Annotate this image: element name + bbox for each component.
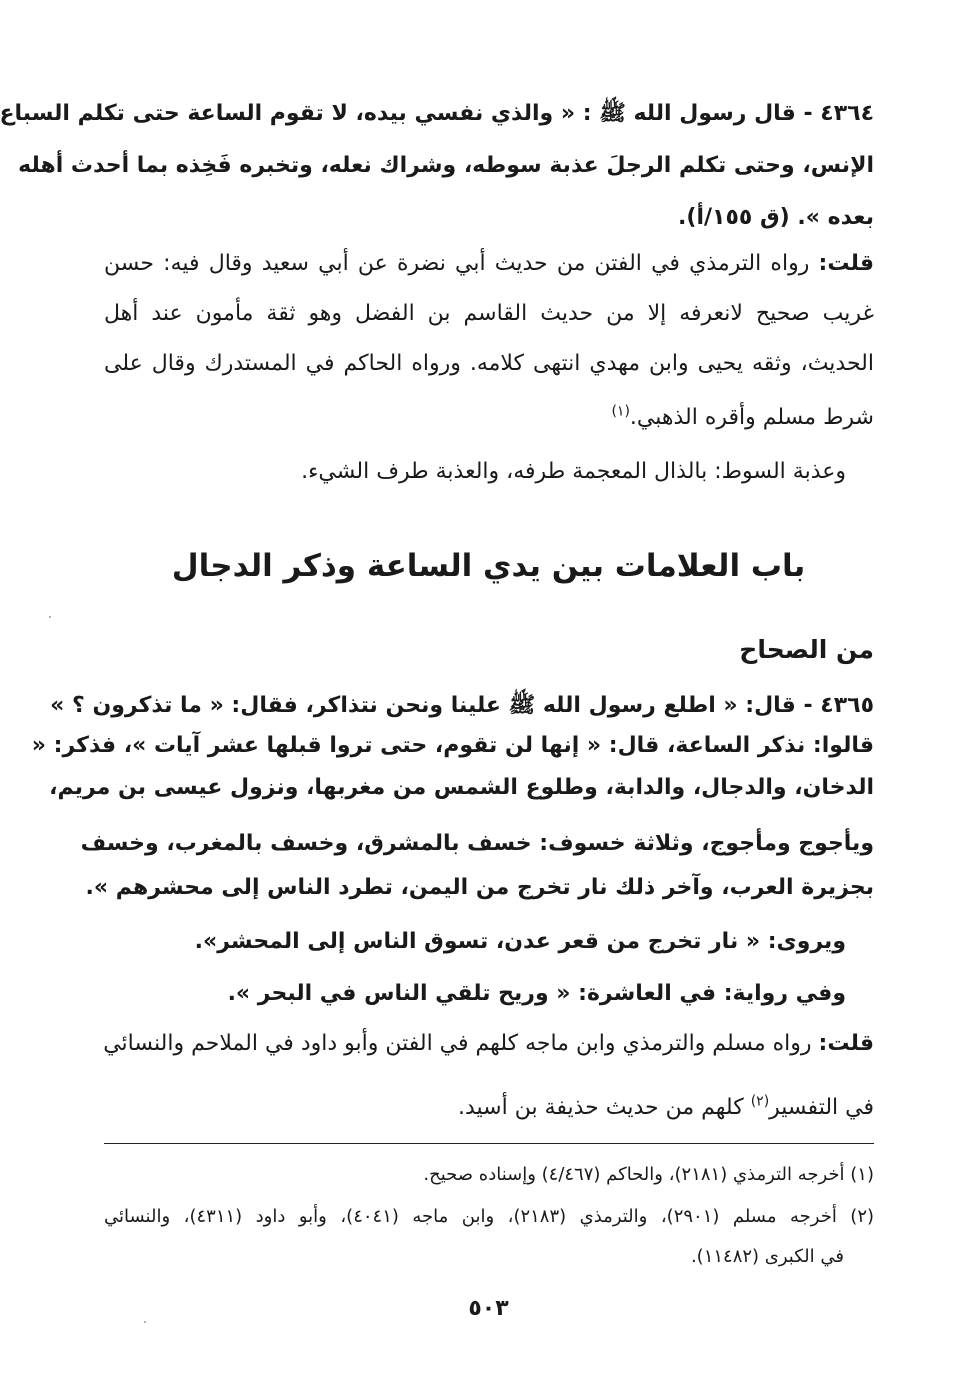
commentary-text: شرط مسلم وأقره الذهبي.	[629, 405, 874, 430]
commentary-text: كلهم من حديث حذيفة بن أسيد.	[457, 1095, 744, 1120]
hadith-4364-line-1: ٤٣٦٤ - قال رسول الله ﷺ : « والذي نفسي بيده، لا تقوم الساعة حتى تكلم السباع	[0, 101, 874, 126]
hadith-4365-line-5: بجزيرة العرب، وآخر ذلك نار تخرج من اليمن، تطرد الناس إلى محشرهم ».	[85, 875, 874, 900]
chapter-title: باب العلامات بين يدي الساعة وذكر الدجال	[171, 548, 806, 584]
scan-speck	[49, 616, 51, 618]
hadith-4365-line-1: ٤٣٦٥ - قال: « اطلع رسول الله ﷺ علينا ونحن نتذاكر، فقال: « ما تذكرون ؟ »	[50, 693, 874, 718]
footnote-ref-1[interactable]: (١)	[611, 403, 630, 420]
section-heading: من الصحاح	[739, 635, 874, 664]
commentary-4364-line-5: وعذبة السوط: بالذال المعجمة طرفه، والعذبة طرف الشيء.	[301, 459, 846, 484]
commentary-4364-line-3: الحديث، وثقه يحيى وابن مهدي انتهى كلامه. ورواه الحاكم في المستدرك وقال على	[104, 351, 874, 376]
footnote-1: (١) أخرجه الترمذي (٢١٨١)، والحاكم (٤/٤٦٧) وإسناده صحيح.	[423, 1164, 874, 1185]
page-number: ٥٠٣	[468, 1296, 509, 1321]
commentary-label: قلت:	[818, 1031, 874, 1056]
commentary-text: رواه مسلم والترمذي وابن ماجه كلهم في الفتن وأبو داود في الملاحم والنسائي	[103, 1031, 812, 1056]
scan-speck	[144, 1321, 146, 1323]
hadith-4365-line-7: وفي رواية: في العاشرة: « وريح تلقي الناس في البحر ».	[227, 981, 846, 1006]
commentary-4365-line-2	[104, 1090, 874, 1130]
commentary-text: رواه الترمذي في الفتن من حديث أبي نضرة عن أبي سعيد وقال فيه: حسن	[104, 251, 810, 276]
hadith-4365-line-4: ويأجوج ومأجوج، وثلاثة خسوف: خسف بالمشرق، وخسف بالمغرب، وخسف	[80, 831, 874, 856]
commentary-label: قلت:	[818, 251, 874, 276]
commentary-4364-line-2: غريب صحيح لانعرفه إلا من حديث القاسم بن الفضل وهو ثقة مأمون عند أهل	[104, 301, 874, 326]
hadith-4365-line-2: قالوا: نذكر الساعة، قال: « إنها لن تقوم، حتى تروا قبلها عشر آيات »، فذكر: «	[31, 733, 874, 758]
commentary-text: في التفسير	[769, 1095, 874, 1120]
hadith-4365-line-6: ويروى: « نار تخرج من قعر عدن، تسوق الناس إلى المحشر».	[194, 929, 846, 954]
commentary-4364-line-1	[104, 246, 874, 286]
footnote-ref-2[interactable]: (٢)	[750, 1093, 770, 1110]
hadith-4365-line-3: الدخان، والدجال، والدابة، وطلوع الشمس من مغربها، ونزول عيسى بن مريم،	[49, 775, 874, 800]
footnote-2-line-2: في الكبرى (١١٤٨٢).	[690, 1246, 844, 1267]
hadith-4364-line-3: بعده ». (ق ١٥٥/أ).	[678, 205, 874, 230]
commentary-4364-line-4	[104, 400, 874, 440]
commentary-4365-line-1	[104, 1026, 874, 1066]
footnote-separator	[104, 1143, 874, 1144]
hadith-4364-line-2: الإنس، وحتى تكلم الرجلَ عذبة سوطه، وشراك نعله، وتخبره فَخِذه بما أحدث أهله	[18, 153, 874, 178]
footnote-2-line-1: (٢) أخرجه مسلم (٢٩٠١)، والترمذي (٢١٨٣)، وابن ماجه (٤٠٤١)، وأبو داود (٤٣١١)، والنسائي	[104, 1206, 875, 1227]
